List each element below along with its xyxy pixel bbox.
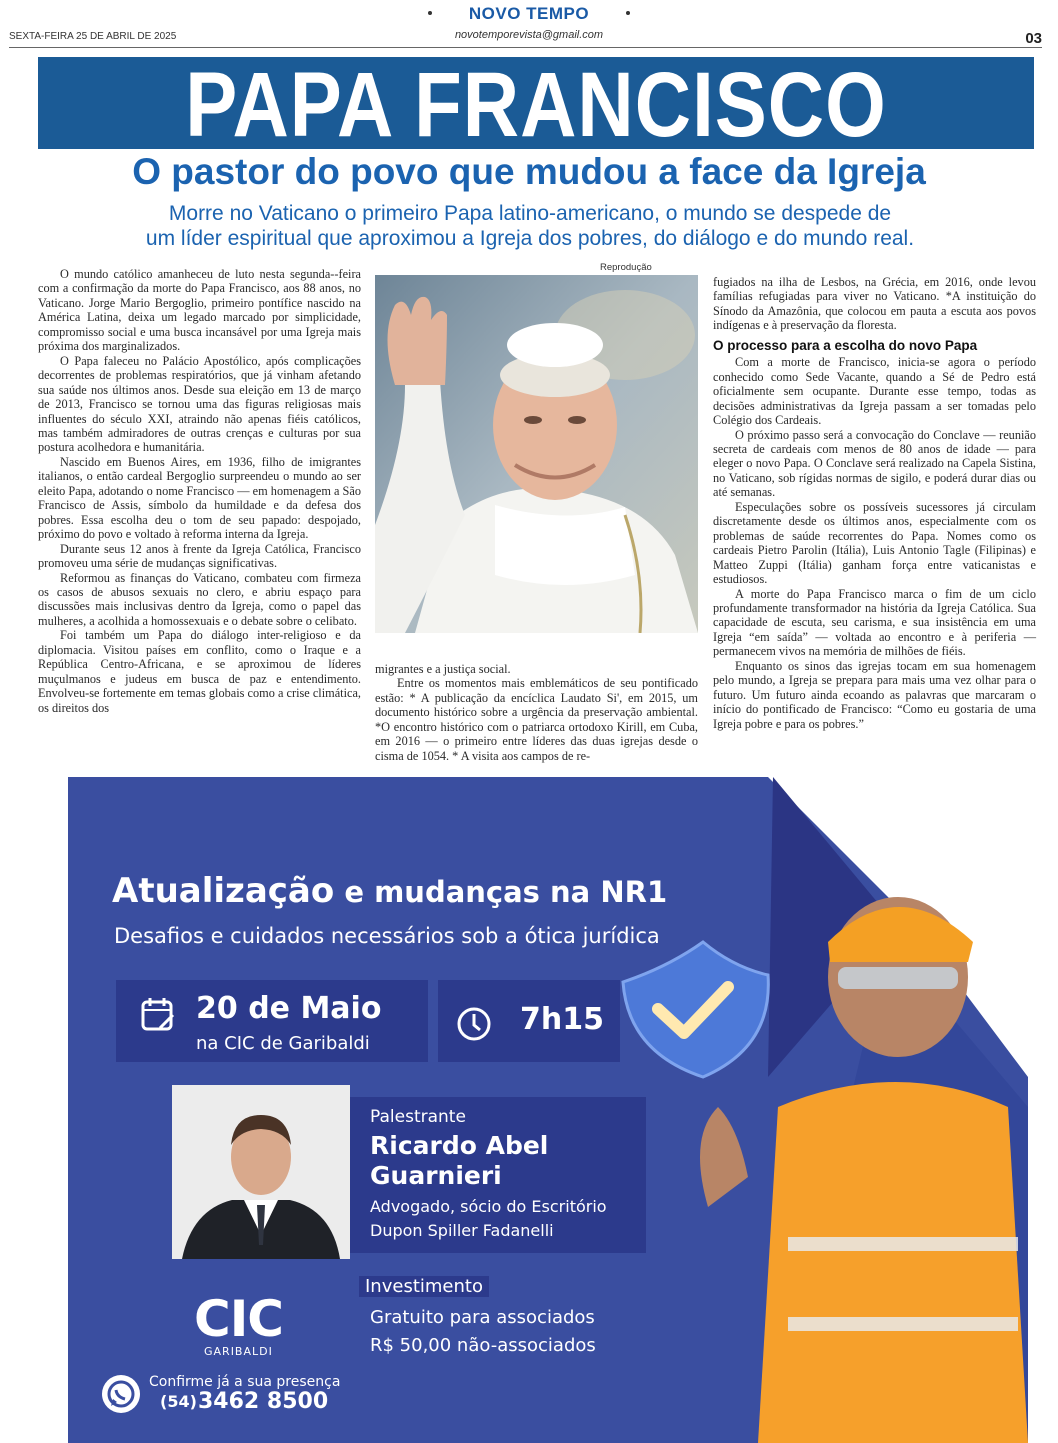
speaker-role-line: Advogado, sócio do Escritório (370, 1197, 607, 1216)
paragraph: Especulações sobre os possíveis sucessores já circulam discretamente desde os últimos anos, especialmente com os problemas de saúde recorrentes do Papa. Nomes como os cardeais Pietro Parolin (Itália), Luis Antonio Tagle (Filipinas) e Matteo Zuppi (Itália) ganham força entre vaticanistas e estudiosos. (713, 499, 1036, 587)
phone-number[interactable]: 3462 8500 (198, 1389, 329, 1414)
speaker-photo (172, 1085, 350, 1259)
ad-title (112, 871, 667, 911)
time-box (438, 980, 620, 1062)
deck-line: Morre no Vaticano o primeiro Papa latino-americano, o mundo se despede de (168, 202, 892, 225)
speaker-label: Palestrante (370, 1107, 466, 1127)
speaker-name-line: Guarnieri (370, 1161, 502, 1190)
ad-subtitle: Desafios e cuidados necessários sob a ótica jurídica (114, 924, 660, 948)
paragraph: Foi também um Papa do diálogo inter-religioso e da diplomacia. Visitou países em conflito, como o Iraque e a República Centro-Africana, e se aproximou de líderes muçulmanos e judeus em busca de paz e entendimento. Envolveu-se fortemente em temas globais como a crise climática, os direitos dos (38, 628, 361, 715)
price-members: Gratuito para associados (370, 1307, 595, 1328)
whatsapp-glyph (102, 1375, 140, 1413)
paragraph: Com a morte de Francisco, inicia-se agora o período conhecido como Sede Vacante, quando a Sé de Pedro está oficialmente sem ocupante. Durante esse tempo, todas as decisões administrativas da Igreja passam a ser tomadas pelo Colégio dos Cardeais. (713, 355, 1036, 428)
event-venue: na CIC de Garibaldi (196, 1033, 370, 1054)
speaker-name-line: Ricardo Abel (370, 1131, 549, 1160)
article-deck (60, 201, 1000, 251)
event-date: 20 de Maio (196, 991, 382, 1026)
masthead-email[interactable]: novotemporevista@gmail.com (454, 29, 604, 41)
paragraph: Durante seus 12 anos à frente da Igreja Católica, Francisco promoveu uma série de mudanças significativas. (38, 541, 361, 571)
investment-label: Investimento (359, 1276, 489, 1297)
paragraph: Reformou as finanças do Vaticano, combateu com firmeza os casos de abusos sexuais no clero, e abriu espaço para discussões mais inclusivas dentro da Igreja, como o papel das mulheres, a acolhida a homossexuais e o debate sobre o celibato. (38, 570, 361, 628)
ad-title-bold: Atualização (112, 871, 335, 911)
header-rule (9, 47, 1042, 48)
date-box (116, 980, 428, 1062)
paragraph: O próximo passo será a convocação do Conclave — reunião secreta de cardeais com menos de 80 anos de idade — para eleger o novo Papa. O Conclave será realizado na Capela Sistina, no Vaticano, sob rígidas normas de sigilo, e poderá durar dias ou até semanas. (713, 427, 1036, 500)
clock-icon (456, 1006, 492, 1042)
cic-logo-subtitle: GARIBALDI (204, 1345, 273, 1358)
headline: PAPA FRANCISCO (185, 52, 887, 157)
speaker-box (350, 1097, 646, 1253)
page-number: 03 (1025, 30, 1042, 47)
calendar-icon (140, 996, 176, 1034)
speaker-role (370, 1195, 607, 1243)
photo-credit: Reprodução (600, 262, 652, 273)
event-time: 7h15 (520, 1002, 604, 1037)
deck-line: um líder espiritual que aproximou a Igreja dos pobres, do diálogo e do mundo real. (145, 227, 915, 250)
speaker-name (370, 1131, 548, 1191)
paragraph: O mundo católico amanheceu de luto nesta segunda--feira com a confirmação da morte do Papa Francisco, aos 88 anos, no Vaticano. Jorge Mario Bergoglio, primeiro pontífice nascido na América Latina, deixa um legado marcado por simplicidade, compromisso social e uma busca incansável por uma Igreja mais próxima dos marginalizados. (38, 267, 361, 354)
section-heading: O processo para a escolha do novo Papa (713, 337, 978, 353)
paragraph: Entre os momentos mais emblemáticos de seu pontificado estão: * A publicação da encíclica Laudato Si', em 2015, um documento histórico sobre a urgência da preservação ambiental. *O encontro histórico com o patriarca ortodoxo Kirill, em Cuba, em 2016 — o primeiro entre líderes das duas igrejas desde o cisma de 1054. * A visita aos campos de re- (375, 676, 698, 763)
paragraph: migrantes e a justiça social. (375, 662, 511, 676)
rsvp-text: Confirme já a sua presença (149, 1374, 341, 1390)
whatsapp-icon[interactable] (102, 1375, 140, 1413)
issue-date: SEXTA-FEIRA 25 DE ABRIL DE 2025 (9, 31, 177, 42)
paragraph: Enquanto os sinos das igrejas tocam em sua homenagem pelo mundo, a Igreja se prepara para mais uma vez olhar para o futuro. Um futuro ainda ecoando as palavras que marcaram o início do pontificado de Francisco: “Como eu gostaria de uma Igreja pobre e para os pobres.” (713, 658, 1036, 731)
article-column-2 (375, 662, 698, 763)
pope-illustration (375, 275, 698, 633)
event-advertisement[interactable] (68, 777, 1028, 1443)
price-nonmembers: R$ 50,00 não-associados (370, 1335, 596, 1356)
paragraph: fugiados na ilha de Lesbos, na Grécia, em 2016, onde levou famílias refugiadas para viver no Vaticano. *A instituição do Sínodo da Amazônia, que colocou em pauta a escuta aos povos indígenas e à preservação da floresta. (713, 275, 1036, 333)
article-column-1 (38, 267, 361, 715)
phone-area-code: (54) (160, 1392, 197, 1411)
masthead (0, 0, 1058, 48)
paragraph: A morte do Papa Francisco marca o fim de um ciclo profundamente transformador na história da Igreja Católica. Sua capacidade de escuta, seu carisma, e sua insistência em uma Igreja “em saída” — voltada ao encontro e à periferia — permanecem vivos na memória de milhões de fiéis. (713, 586, 1036, 659)
speaker-portrait (172, 1085, 350, 1259)
speaker-role-line: Dupon Spiller Fadanelli (370, 1221, 554, 1240)
article-subtitle: O pastor do povo que mudou a face da Igreja (132, 151, 926, 192)
ad-title-rest: e mudanças na NR1 (334, 875, 668, 909)
paragraph: Nascido em Buenos Aires, em 1936, filho de imigrantes italianos, o então cardeal Bergoglio surpreendeu o mundo ao ser eleito Papa, adotando o nome Francisco — em homenagem a São Francisco de Assis, símbolo da humildade e da defesa dos pobres. Essa escolha deu o tom de seu papado: despojado, próximo do povo e voltado à reforma interna da Igreja. (38, 454, 361, 542)
headline-band (38, 52, 1034, 157)
masthead-title: NOVO TEMPO (468, 4, 590, 23)
pope-photo (375, 275, 698, 633)
paragraph: O Papa faleceu no Palácio Apostólico, após complicações decorrentes de problemas respiratórios, que já vinham afetando sua saúde nos últimos anos. Desde sua eleição em 13 de março de 2013, Francisco se tornou uma das figuras religiosas mais influentes do século XXI, atraindo não apenas fiéis católicos, mas também admiradores de outras crenças e culturas por sua postura acolhedora e humanitária. (38, 353, 361, 455)
article-column-3 (713, 275, 1036, 731)
cic-logo: CIC (194, 1290, 283, 1348)
